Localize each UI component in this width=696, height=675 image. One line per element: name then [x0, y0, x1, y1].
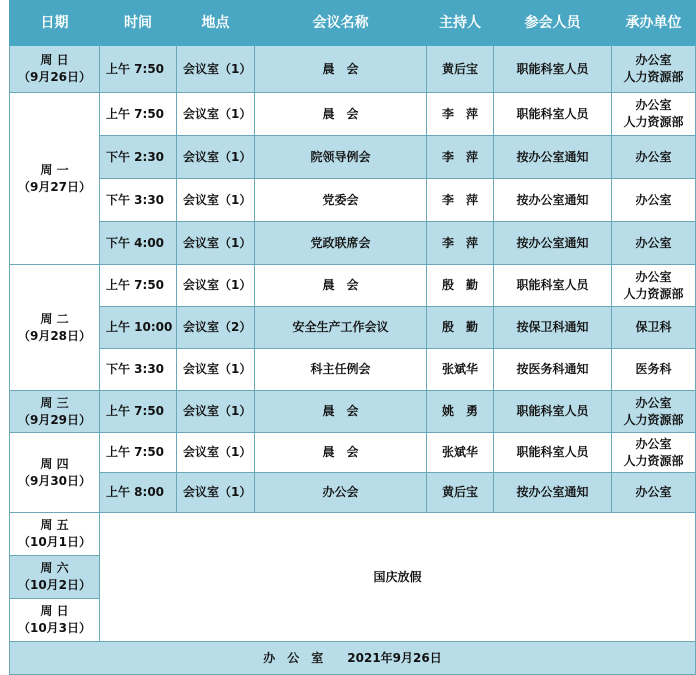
attendees-cell: 按办公室通知: [494, 179, 612, 222]
footer-signature: 办 公 室 2021年9月26日: [10, 642, 696, 675]
meeting-schedule-table: [9, 0, 696, 675]
table-row: [10, 307, 696, 349]
attendees-cell: 职能科室人员: [494, 46, 612, 93]
table-row: [10, 473, 696, 513]
meeting-name-cell: 安全生产工作会议: [255, 307, 427, 349]
host-cell: 殷 勤: [427, 307, 494, 349]
place-cell: 会议室（1）: [177, 179, 255, 222]
time-cell: 上午 7:50: [100, 391, 177, 433]
host-cell: 李 萍: [427, 222, 494, 265]
place-cell: 会议室（2）: [177, 307, 255, 349]
attendees-cell: 按保卫科通知: [494, 307, 612, 349]
date-cell: 周 日 （10月3日）: [10, 599, 100, 642]
attendees-cell: 职能科室人员: [494, 433, 612, 473]
table-row: [10, 93, 696, 136]
host-cell: 李 萍: [427, 179, 494, 222]
date-cell: 周 五 （10月1日）: [10, 513, 100, 556]
place-cell: 会议室（1）: [177, 349, 255, 391]
date-cell: 周 三 （9月29日）: [10, 391, 100, 433]
attendees-cell: 按办公室通知: [494, 473, 612, 513]
header-time: 时间: [100, 1, 177, 46]
meeting-name-cell: 办公会: [255, 473, 427, 513]
place-cell: 会议室（1）: [177, 46, 255, 93]
attendees-cell: 按办公室通知: [494, 136, 612, 179]
header-place: 地点: [177, 1, 255, 46]
attendees-cell: 按医务科通知: [494, 349, 612, 391]
organizer-cell: 办公室: [612, 136, 696, 179]
date-cell: 周 一 （9月27日）: [10, 93, 100, 265]
table-row: [10, 136, 696, 179]
date-cell: 周 四 （9月30日）: [10, 433, 100, 513]
organizer-cell: 办公室 人力资源部: [612, 265, 696, 307]
header-meeting-name: 会议名称: [255, 1, 427, 46]
time-cell: 上午 7:50: [100, 265, 177, 307]
time-cell: 上午 7:50: [100, 93, 177, 136]
table-row: [10, 179, 696, 222]
organizer-cell: 办公室 人力资源部: [612, 391, 696, 433]
organizer-cell: 办公室: [612, 222, 696, 265]
table-row: [10, 391, 696, 433]
host-cell: 张斌华: [427, 433, 494, 473]
table-row: [10, 513, 696, 556]
table-row: [10, 46, 696, 93]
header-organizer: 承办单位: [612, 1, 696, 46]
meeting-name-cell: 党委会: [255, 179, 427, 222]
attendees-cell: 职能科室人员: [494, 391, 612, 433]
place-cell: 会议室（1）: [177, 473, 255, 513]
place-cell: 会议室（1）: [177, 222, 255, 265]
meeting-name-cell: 科主任例会: [255, 349, 427, 391]
table-row: [10, 349, 696, 391]
place-cell: 会议室（1）: [177, 265, 255, 307]
header-row: [10, 1, 696, 46]
meeting-name-cell: 晨 会: [255, 46, 427, 93]
time-cell: 下午 3:30: [100, 179, 177, 222]
attendees-cell: 职能科室人员: [494, 93, 612, 136]
organizer-cell: 办公室: [612, 179, 696, 222]
time-cell: 上午 7:50: [100, 46, 177, 93]
date-cell: 周 二 （9月28日）: [10, 265, 100, 391]
meeting-name-cell: 院领导例会: [255, 136, 427, 179]
time-cell: 下午 3:30: [100, 349, 177, 391]
organizer-cell: 医务科: [612, 349, 696, 391]
time-cell: 上午 8:00: [100, 473, 177, 513]
date-cell: 周 六 （10月2日）: [10, 556, 100, 599]
attendees-cell: 职能科室人员: [494, 265, 612, 307]
host-cell: 殷 勤: [427, 265, 494, 307]
date-cell: 周 日 （9月26日）: [10, 46, 100, 93]
host-cell: 张斌华: [427, 349, 494, 391]
time-cell: 下午 4:00: [100, 222, 177, 265]
organizer-cell: 办公室: [612, 473, 696, 513]
meeting-name-cell: 晨 会: [255, 93, 427, 136]
place-cell: 会议室（1）: [177, 136, 255, 179]
host-cell: 黄后宝: [427, 46, 494, 93]
table-row: [10, 265, 696, 307]
header-date: 日期: [10, 1, 100, 46]
organizer-cell: 办公室 人力资源部: [612, 46, 696, 93]
host-cell: 李 萍: [427, 136, 494, 179]
header-host: 主持人: [427, 1, 494, 46]
meeting-name-cell: 晨 会: [255, 391, 427, 433]
header-attendees: 参会人员: [494, 1, 612, 46]
place-cell: 会议室（1）: [177, 93, 255, 136]
meeting-name-cell: 党政联席会: [255, 222, 427, 265]
time-cell: 下午 2:30: [100, 136, 177, 179]
attendees-cell: 按办公室通知: [494, 222, 612, 265]
organizer-cell: 办公室 人力资源部: [612, 433, 696, 473]
footer-row: [10, 642, 696, 675]
host-cell: 黄后宝: [427, 473, 494, 513]
host-cell: 姚 勇: [427, 391, 494, 433]
meeting-name-cell: 晨 会: [255, 265, 427, 307]
table-row: [10, 222, 696, 265]
place-cell: 会议室（1）: [177, 391, 255, 433]
organizer-cell: 办公室 人力资源部: [612, 93, 696, 136]
time-cell: 上午 10:00: [100, 307, 177, 349]
place-cell: 会议室（1）: [177, 433, 255, 473]
meeting-name-cell: 晨 会: [255, 433, 427, 473]
host-cell: 李 萍: [427, 93, 494, 136]
time-cell: 上午 7:50: [100, 433, 177, 473]
table-row: [10, 433, 696, 473]
holiday-cell: 国庆放假: [100, 513, 696, 642]
organizer-cell: 保卫科: [612, 307, 696, 349]
